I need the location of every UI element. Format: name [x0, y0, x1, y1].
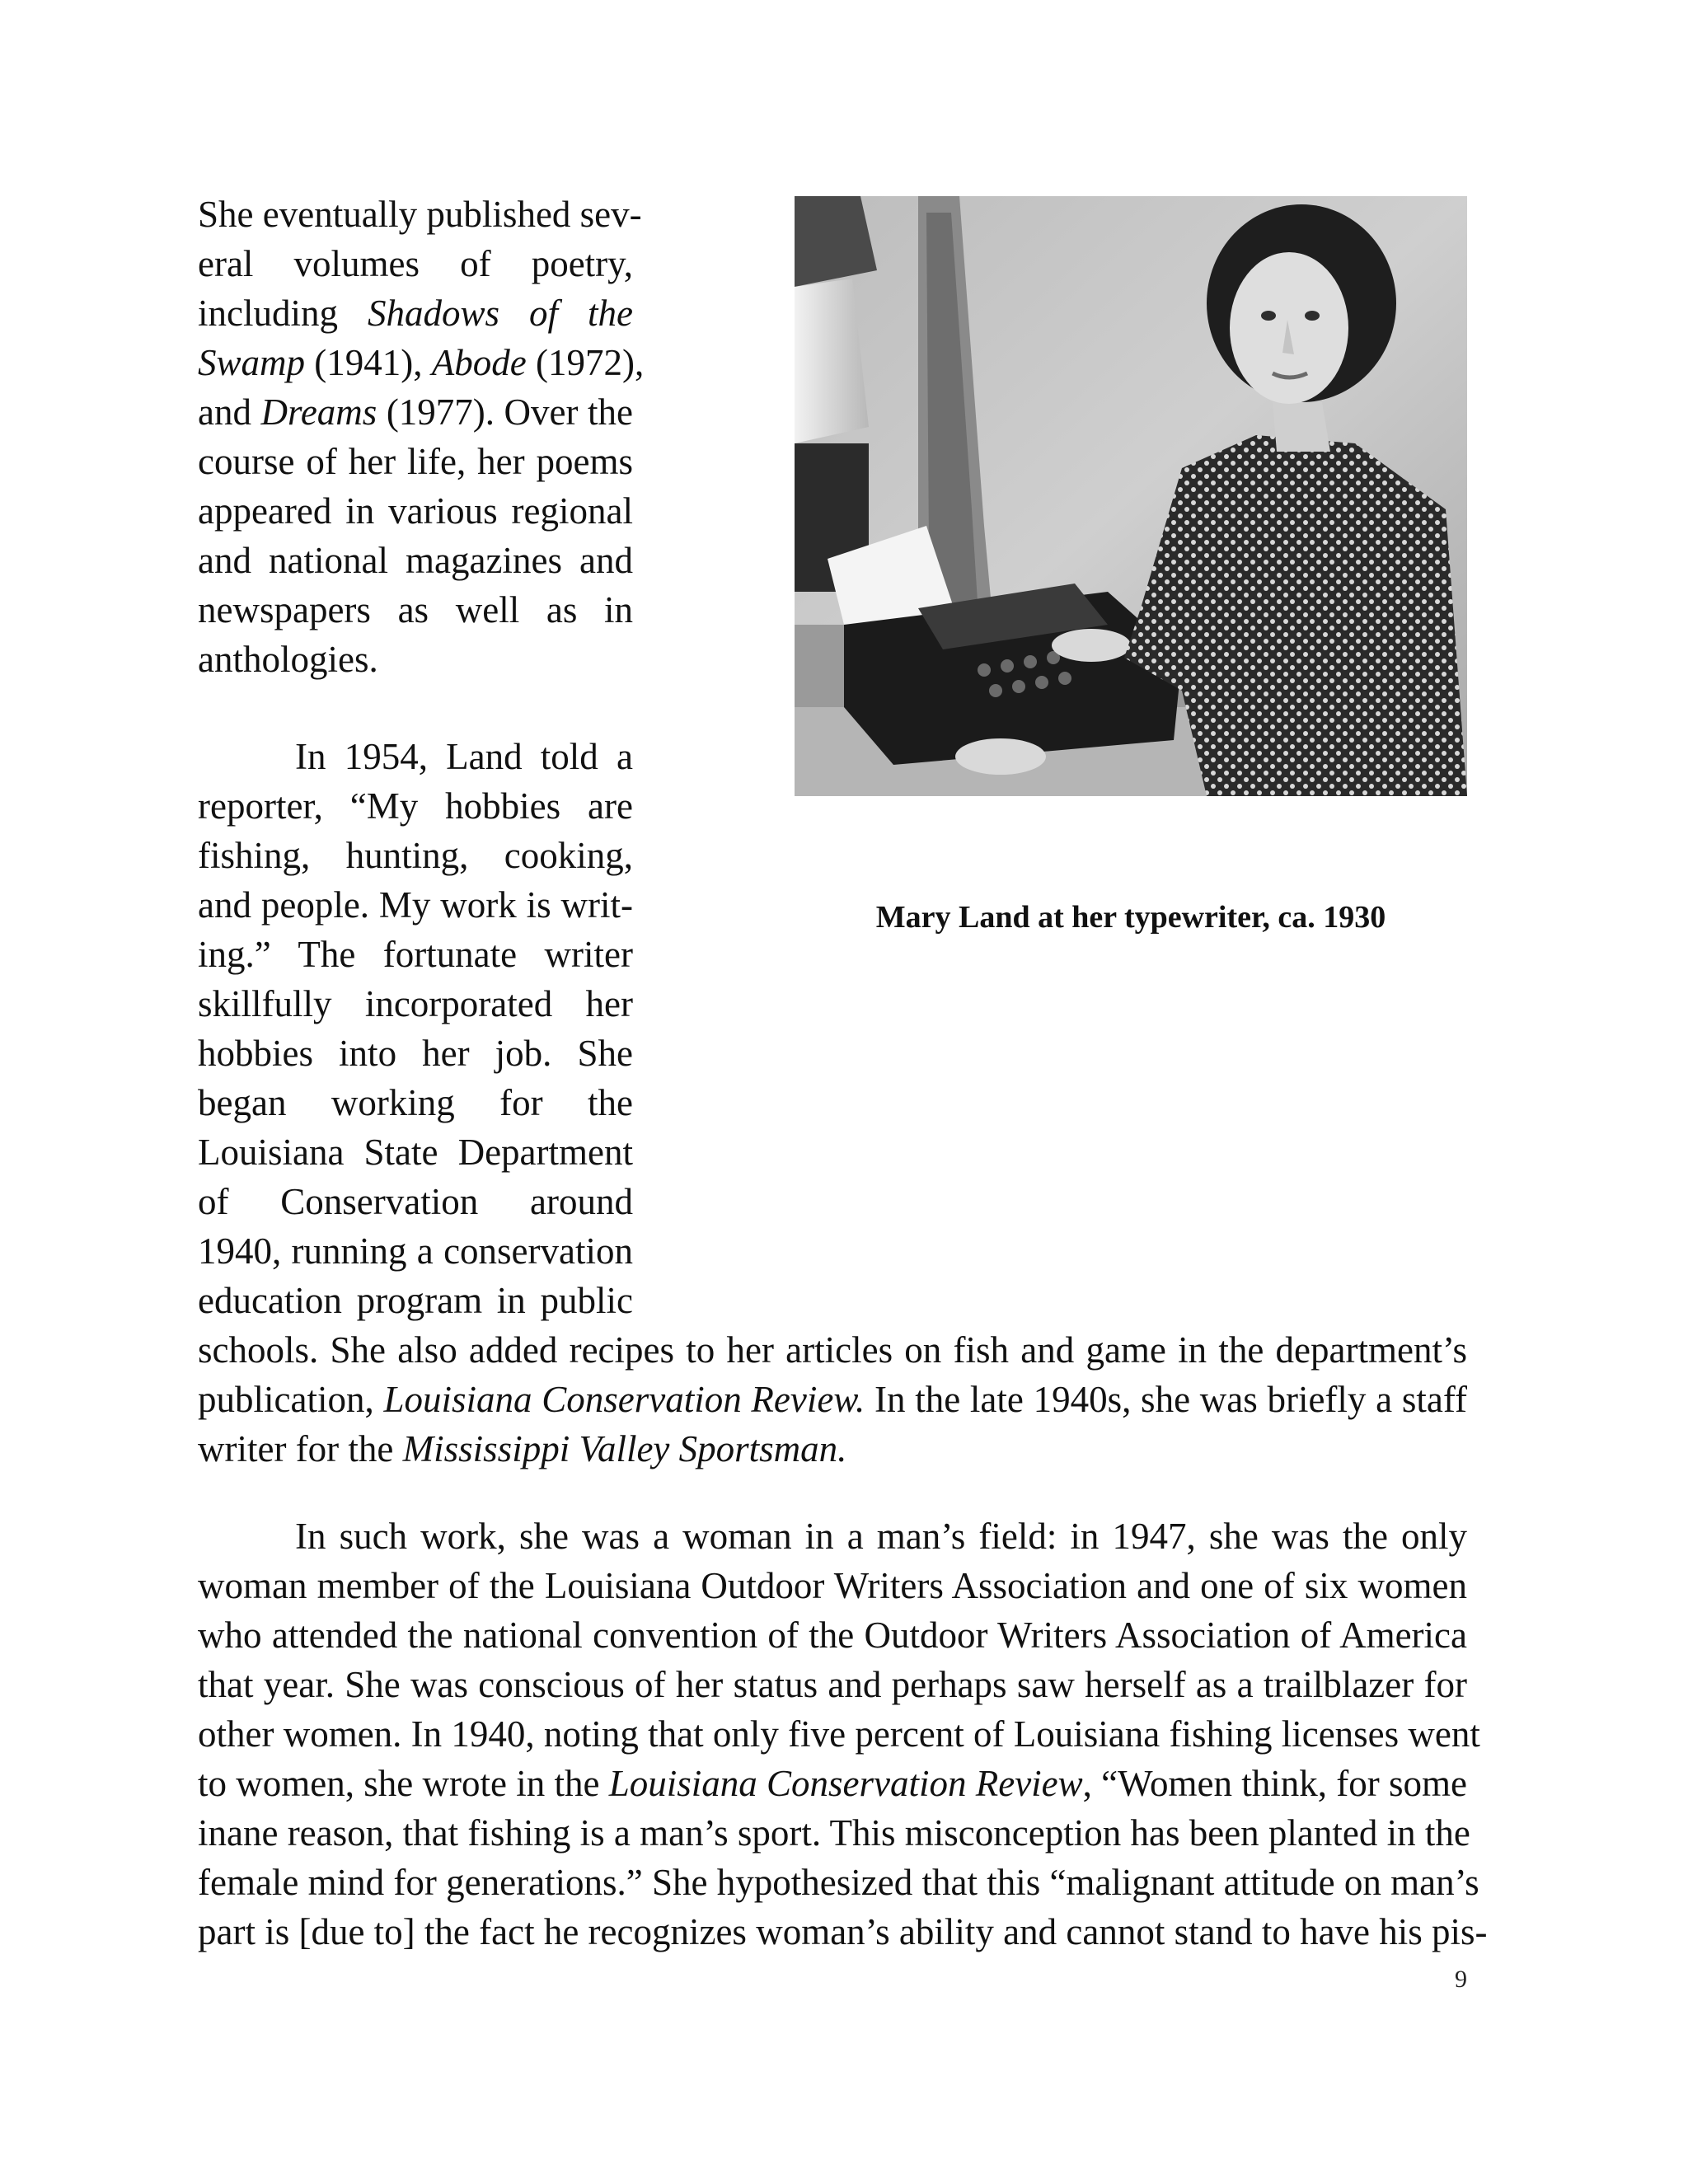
text-line	[198, 387, 633, 437]
text-line: course of her life, her poems	[198, 441, 633, 482]
portrait-photo	[795, 196, 1467, 796]
text-line	[198, 1424, 1467, 1474]
text-line: appeared in various regional	[198, 490, 633, 532]
text-line: inane reason, that fishing is a man’s sport. This misconception has been planted in the	[198, 1812, 1470, 1854]
text-line: ing.” The fortunate writer	[198, 934, 633, 975]
text-line: that year. She was conscious of her status and perhaps saw herself as a trailblazer for	[198, 1664, 1467, 1705]
text-span: including	[198, 293, 368, 334]
photo-illustration	[795, 196, 1467, 796]
text-line: reporter, “My hobbies are	[198, 785, 633, 827]
face-shape	[1230, 252, 1348, 404]
text-span: , “Women think, for some	[1082, 1763, 1467, 1804]
page-number: 9	[1455, 1966, 1467, 1993]
text-span: publication,	[198, 1379, 384, 1420]
text-line: eral volumes of poetry,	[198, 243, 633, 284]
book-title: Dreams	[260, 391, 377, 433]
text-line: skillfully incorporated her	[198, 983, 633, 1024]
text-line: fishing, hunting, cooking,	[198, 835, 633, 876]
text-line: of Conservation around	[198, 1181, 633, 1222]
text-line: Louisiana State Department	[198, 1132, 633, 1173]
text-line: In such work, she was a woman in a man’s field: in 1947, she was the only	[295, 1516, 1467, 1557]
text-line: newspapers as well as in	[198, 589, 633, 630]
text-line: and national magazines and	[198, 540, 633, 581]
text-line: woman member of the Louisiana Outdoor Writers Association and one of six women	[198, 1565, 1467, 1606]
text-line: other women. In 1940, noting that only five percent of Louisiana fishing licenses went	[198, 1713, 1480, 1755]
publication-title: Louisiana Conservation Review	[608, 1763, 1083, 1804]
text-line	[198, 1375, 1467, 1424]
text-span: (1941),	[305, 342, 432, 383]
publication-title: Mississippi Valley Sportsman.	[402, 1428, 847, 1469]
text-line: began working for the	[198, 1082, 633, 1123]
text-line: female mind for generations.” She hypothesized that this “malignant attitude on man’s	[198, 1862, 1479, 1903]
text-span: writer for the	[198, 1428, 403, 1469]
text-line	[198, 338, 645, 387]
text-line: hobbies into her job. She	[198, 1033, 633, 1074]
text-span: In the late 1940s, she was briefly a staff	[865, 1379, 1467, 1420]
text-line: and people. My work is writ-	[198, 884, 633, 926]
text-line	[198, 288, 633, 338]
text-span: to women, she wrote in the	[198, 1763, 609, 1804]
text-line: schools. She also added recipes to her articles on fish and game in the department’s	[198, 1329, 1467, 1371]
text-line: who attended the national convention of the Outdoor Writers Association of America	[198, 1615, 1467, 1656]
text-line: 1940, running a conservation	[198, 1230, 633, 1272]
book-title: Shadows of the	[367, 293, 633, 334]
text-line: part is [due to] the fact he recognizes woman’s ability and cannot stand to have his pis-	[198, 1911, 1488, 1952]
text-line: anthologies.	[198, 639, 378, 680]
publication-title: Louisiana Conservation Review.	[383, 1379, 865, 1420]
book-title: Swamp	[198, 342, 306, 383]
text-span: and	[198, 391, 261, 433]
text-line: In 1954, Land told a	[295, 736, 633, 777]
text-span: (1977). Over the	[377, 391, 633, 433]
text-line	[198, 1759, 1467, 1808]
book-title: Abode	[431, 342, 527, 383]
photo-caption: Mary Land at her typewriter, ca. 1930	[875, 900, 1386, 935]
text-line: She eventually published sev-	[198, 194, 642, 235]
text-line: education program in public	[198, 1280, 633, 1321]
text-span: (1972),	[526, 342, 645, 383]
